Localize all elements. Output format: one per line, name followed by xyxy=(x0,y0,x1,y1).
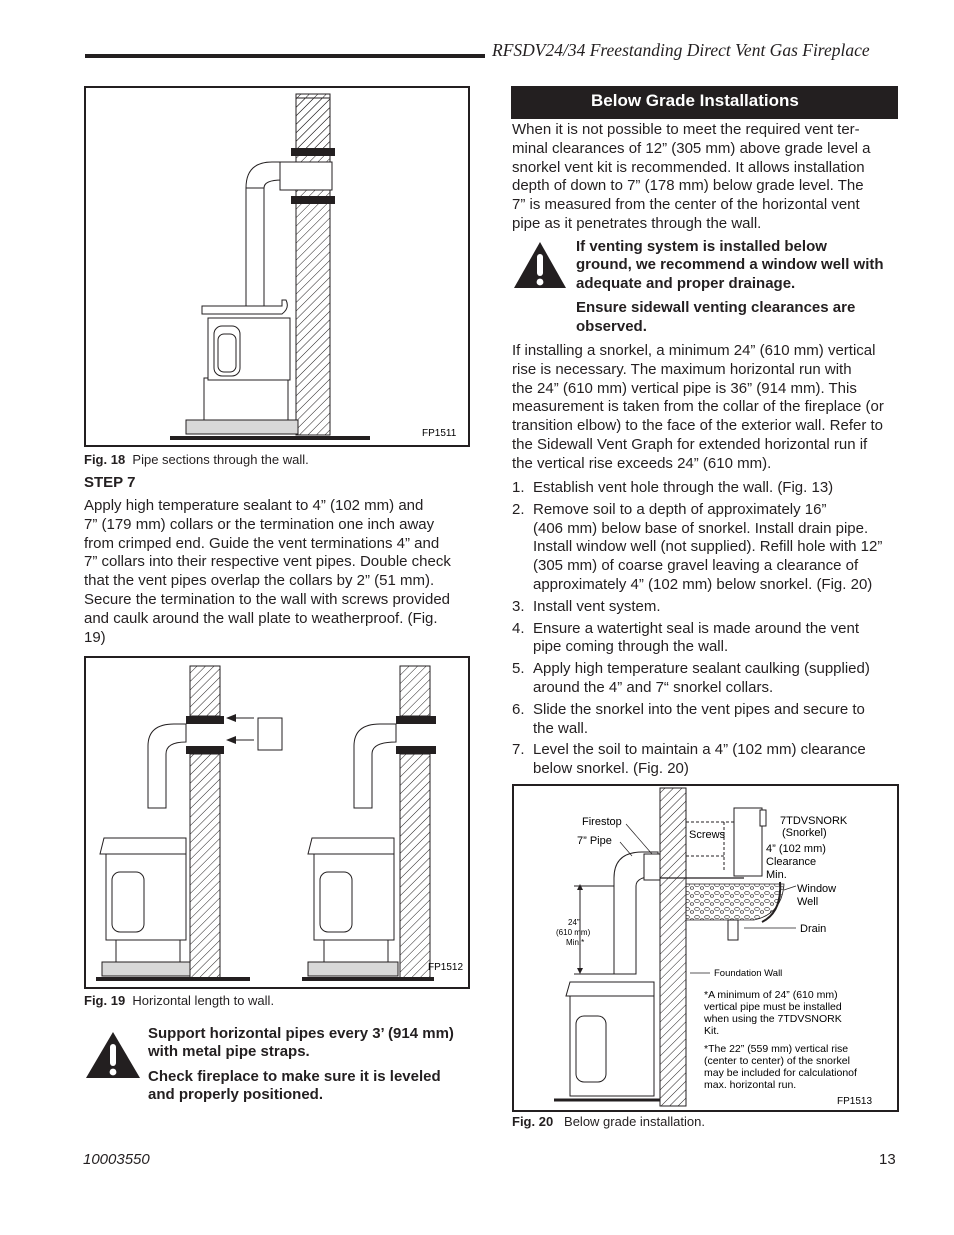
intro-text: When it is not possible to meet the required vent ter- minal clearances of 12” (305 mm) above grade level a snorkel vent kit is recommended. It allows installation depth of down to 7” (178 mm) below grade level. The 7” is measured from the center of the horizontal vent pipe as it penetrates through the wall. xyxy=(512,121,871,232)
figure-18-drawing xyxy=(86,88,468,445)
svg-text:Kit.: Kit. xyxy=(704,1025,720,1037)
pipe-left xyxy=(148,724,186,808)
label-snorkel: (Snorkel) xyxy=(782,827,827,839)
warning-right-text: If venting system is installed below ground, we recommend a window well with adequate and proper drainage. Ensure sidewall venting clearances are observed. xyxy=(576,238,884,335)
list-item: 7. Level the soil to maintain a 4” (102 mm) clearance below snorkel. (Fig. 20) xyxy=(512,741,866,778)
svg-text:vertical pipe must be installe: vertical pipe must be installed xyxy=(704,1001,842,1013)
firestop xyxy=(644,854,660,880)
label-well: Well xyxy=(797,896,819,908)
termination xyxy=(258,718,282,750)
stove-base xyxy=(204,378,288,420)
figure-20-drawing xyxy=(514,786,897,1110)
drain-pipe xyxy=(728,920,738,940)
svg-text:*A minimum of 24” (610 mm): *A minimum of 24” (610 mm) xyxy=(704,989,838,1001)
figure-20-caption: Fig. 20 Below grade installation. xyxy=(512,1114,705,1129)
svg-text:*The 22” (559 mm) vertical ris: *The 22” (559 mm) vertical rise xyxy=(704,1043,849,1055)
elbow xyxy=(246,162,282,188)
header-title: RFSDV24/34 Freestanding Direct Vent Gas Fireplace xyxy=(492,40,870,60)
label-7-pipe: 7” Pipe xyxy=(577,835,612,847)
label-dim2: (610 mm) xyxy=(556,928,591,937)
figure-20 xyxy=(512,784,899,1112)
warning-icon xyxy=(512,240,568,290)
label-dim3: Min.* xyxy=(566,938,585,947)
label-clear1: 4” (102 mm) xyxy=(766,843,826,855)
label-screws: Screws xyxy=(689,829,726,841)
label-snork: 7TDVSNORK xyxy=(780,815,848,827)
figure-18 xyxy=(84,86,470,447)
list-item: 5. Apply high temperature sealant caulking (supplied) around the 4” and 7“ snorkel collars. xyxy=(512,660,870,696)
foundation-wall xyxy=(660,788,686,1106)
install-steps xyxy=(512,479,904,782)
label-dim1: 24” xyxy=(568,918,580,927)
label-window: Window xyxy=(797,883,837,895)
label-clear3: Min. xyxy=(766,869,787,881)
header-rule xyxy=(85,54,485,58)
page-number: 13 xyxy=(879,1151,896,1168)
section-heading: Below Grade Installations xyxy=(511,86,898,119)
figure-code: FP1511 xyxy=(422,428,457,439)
svg-text:when using the 7TDVSNORK: when using the 7TDVSNORK xyxy=(704,1013,842,1025)
figure-code: FP1512 xyxy=(428,962,464,973)
wall-right xyxy=(400,754,430,978)
label-drain: Drain xyxy=(800,923,827,935)
snorkel xyxy=(734,808,762,876)
vertical-pipe xyxy=(246,188,264,306)
figure-19 xyxy=(84,656,470,989)
svg-text:(center to center) of the snor: (center to center) of the snorkel xyxy=(704,1055,850,1067)
gravel xyxy=(686,884,784,920)
list-item: 1. Establish vent hole through the wall. (Fig. 13) xyxy=(512,479,834,496)
label-clear2: Clearance xyxy=(766,856,817,868)
svg-text:max. horizontal run.: max. horizontal run. xyxy=(704,1079,797,1091)
pipe-right xyxy=(354,724,396,808)
figure-code: FP1513 xyxy=(837,1096,873,1107)
figure-19-caption: Fig. 19 Horizontal length to wall. xyxy=(84,993,275,1008)
list-item: 3. Install vent system. xyxy=(512,597,661,615)
label-firestop: Firestop xyxy=(582,816,622,828)
figure-19-drawing xyxy=(86,658,468,987)
step-7-heading: STEP 7 xyxy=(84,474,136,491)
svg-text:may be included for calculatio: may be included for calculationof xyxy=(704,1067,857,1079)
list-item: 6. Slide the snorkel into the vent pipes and secure to the wall. xyxy=(512,700,865,737)
horizontal-pipe xyxy=(280,162,332,190)
doc-number: 10003550 xyxy=(83,1151,150,1168)
label-foundation: Foundation Wall xyxy=(714,968,783,979)
step-7-text: Apply high temperature sealant to 4” (102 mm) and 7” (179 mm) collars or the termination one inch away from crimped end. Guide the vent terminations 4” and 7” collars into their respective vent pipes. Double check that the vent pipes overlap the collars by 2” (51 mm). Secure the termination to the wall with screws provided and caulk around the wall plate to weatherproof. (Fig. 19) xyxy=(84,497,451,646)
warning-left-text: Support horizontal pipes every 3’ (914 mm) with metal pipe straps. Check fireplace to make sure it is leveled and properly positioned. xyxy=(148,1025,454,1104)
list-item: 4. Ensure a watertight seal is made around the vent pipe coming through the wall. xyxy=(512,619,860,656)
warning-icon xyxy=(84,1030,142,1080)
list-item: 2. Remove soil to a depth of approximately 16” (406 mm) below base of snorkel. Install drain pipe. Install window well (not supplied). Refill hole with 12” (305 mm) of coarse gravel leaving a clearance of approximately 4” (102 mm) below snorkel. (Fig. 20) xyxy=(512,500,883,593)
wall-left xyxy=(190,754,220,978)
hearth xyxy=(186,420,298,434)
figure-18-caption: Fig. 18 Pipe sections through the wall. xyxy=(84,452,309,467)
stove-top xyxy=(202,300,287,314)
snorkel-text: If installing a snorkel, a minimum 24” (610 mm) vertical rise is necessary. The maximum horizontal run with the 24” (610 mm) vertical pipe is 36” (914 mm). This measurement is taken from the collar of the fireplace (or transition elbow) to the face of the exterior wall. Refer to the Sidewall Vent Graph for extended horizontal run if the vertical rise exceeds 24” (610 mm). xyxy=(512,342,884,472)
